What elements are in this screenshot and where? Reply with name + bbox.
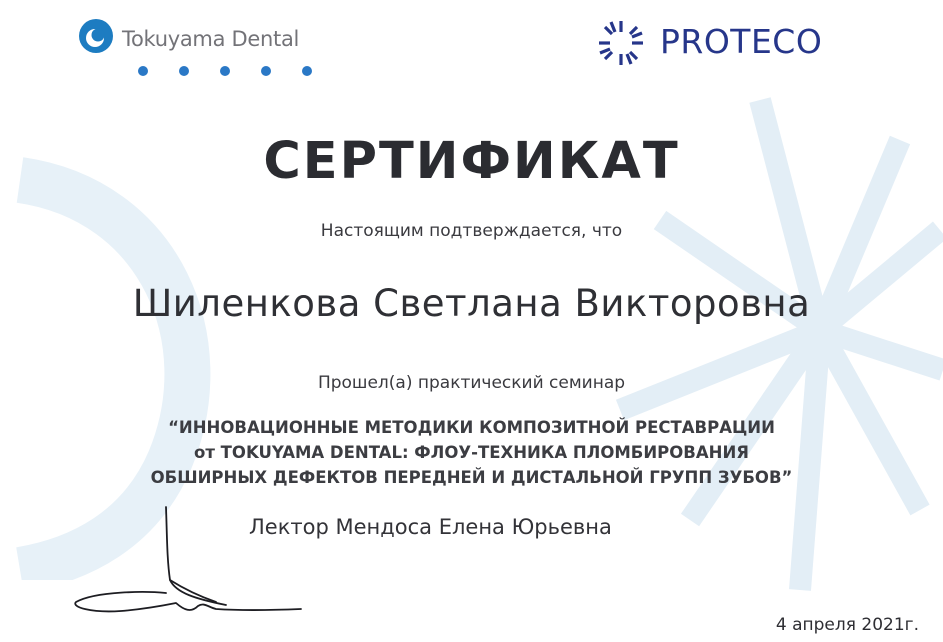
certificate-date: 4 апреля 2021г. [775, 615, 919, 635]
tokuyama-dental-name: Tokuyama Dental [122, 27, 300, 51]
proteco-starburst-icon [596, 18, 646, 68]
tokuyama-swirl-icon [78, 18, 114, 54]
lecturer-name: Лектор Мендоса Елена Юрьевна [249, 515, 612, 539]
seminar-title [0, 415, 943, 490]
tokuyama-dental-logo [78, 18, 328, 88]
seminar-title-line: ОБШИРНЫХ ДЕФЕКТОВ ПЕРЕДНЕЙ И ДИСТАЛЬНОЙ ГРУПП ЗУБОВ” [150, 468, 793, 487]
proteco-name: PROTECO [660, 22, 823, 61]
confirm-text: Настоящим подтверждается, что [320, 221, 623, 241]
seminar-title-line: “ИННОВАЦИОННЫЕ МЕТОДИКИ КОМПОЗИТНОЙ РЕСТАВРАЦИИ [168, 418, 775, 437]
passed-seminar-text: Прошел(а) практический семинар [317, 373, 626, 393]
seminar-title-line: от TOKUYAMA DENTAL: ФЛОУ-ТЕХНИКА ПЛОМБИРОВАНИЯ [194, 443, 749, 462]
certificate-title: СЕРТИФИКАТ [263, 132, 680, 191]
recipient-name: Шиленкова Светлана Викторовна [132, 282, 811, 325]
proteco-logo [596, 18, 866, 72]
tokuyama-dots-decoration [136, 64, 316, 78]
